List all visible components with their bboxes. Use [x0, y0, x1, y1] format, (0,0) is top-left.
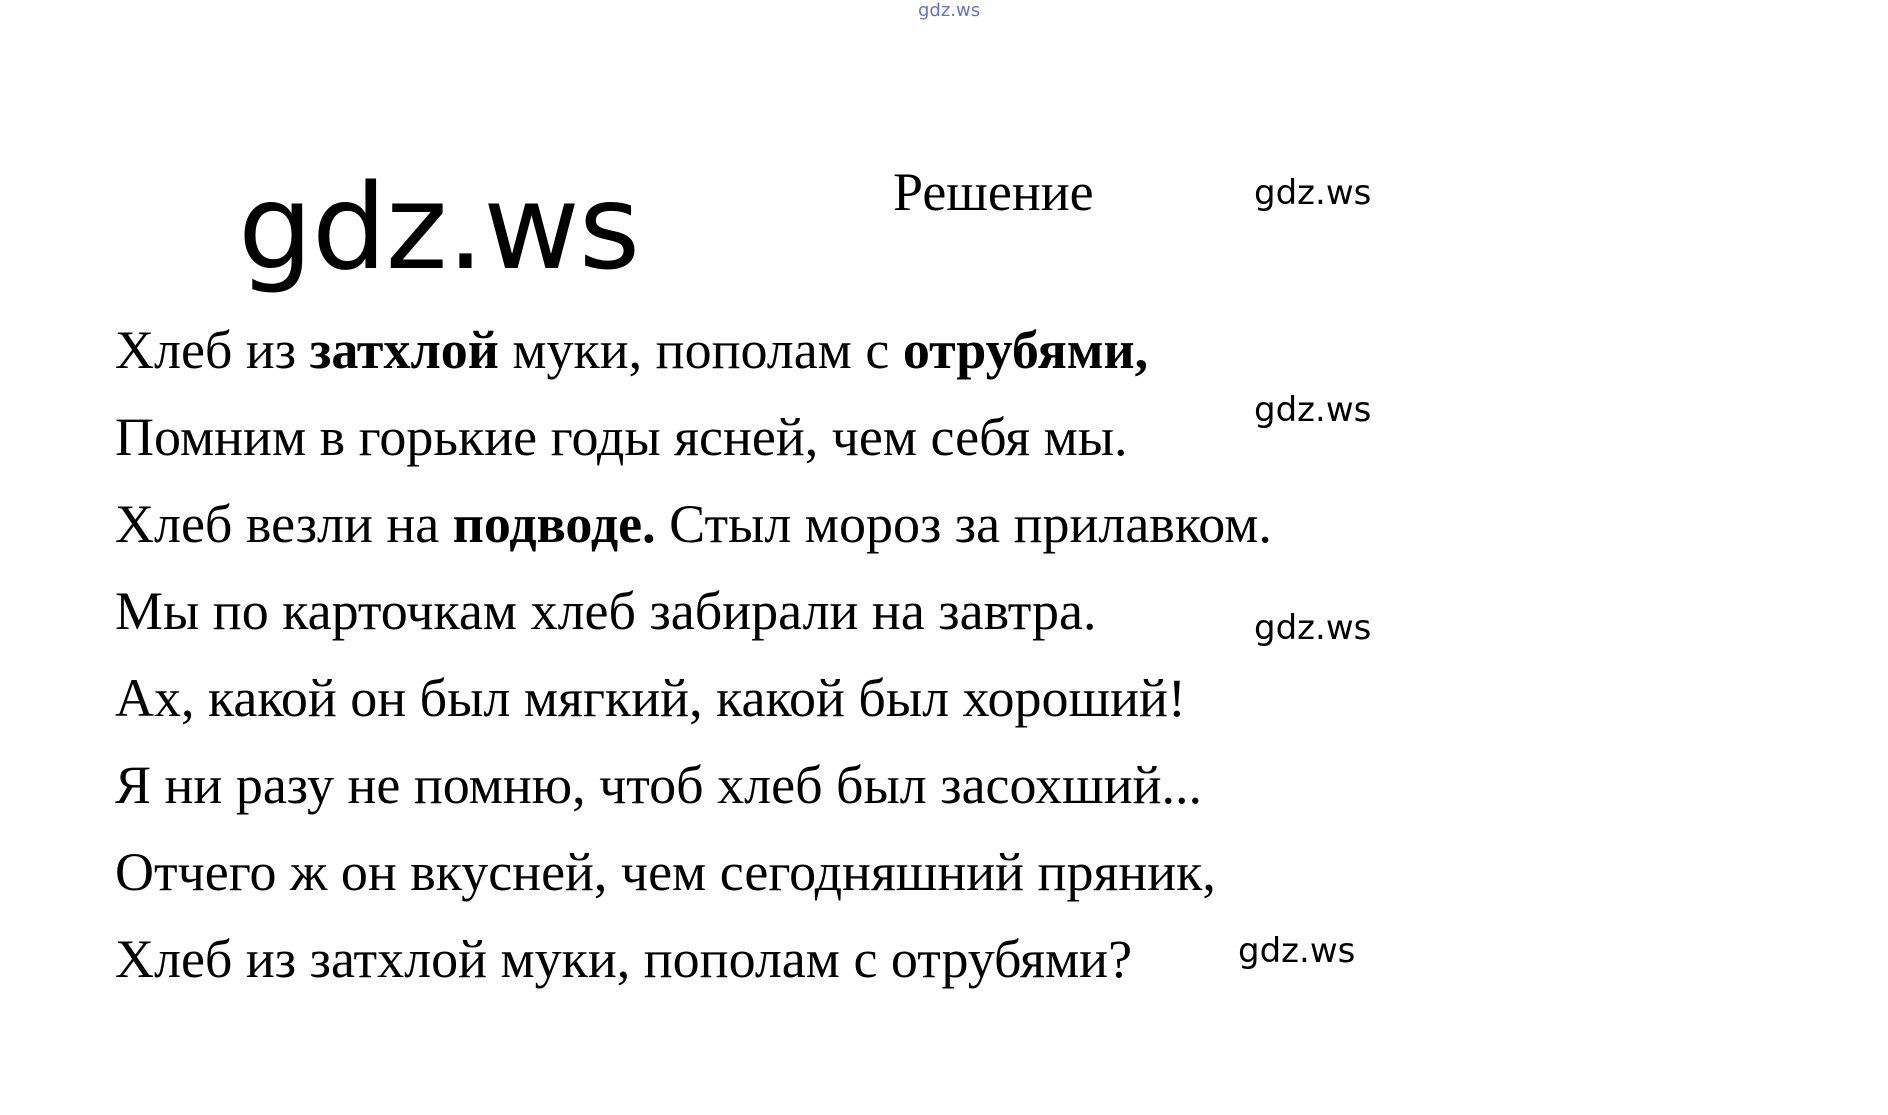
poem-text: Хлеб из — [115, 320, 310, 380]
watermark-top: gdz.ws — [918, 0, 981, 21]
poem-bold-word: затхлой — [309, 320, 499, 380]
page-title: Решение — [893, 162, 1094, 222]
watermark-small: gdz.ws — [1254, 173, 1372, 213]
poem-text: муки, пополам с — [498, 320, 903, 380]
poem-text: Хлеб везли на — [115, 494, 453, 554]
watermark-small: gdz.ws — [1254, 608, 1372, 648]
poem-line: Мы по карточкам хлеб забирали на завтра. — [115, 581, 1097, 641]
poem-line — [115, 307, 1272, 394]
watermark-logo: gdz.ws — [238, 158, 640, 296]
poem-line: Помним в горькие годы ясней, чем себя мы. — [115, 407, 1128, 467]
poem-text: Стыл мороз за прилавком. — [655, 494, 1272, 554]
poem-line: Хлеб из затхлой муки, пополам с отрубями? — [115, 929, 1133, 989]
poem-bold-word: подводе. — [452, 494, 656, 554]
poem-line — [115, 481, 1272, 568]
poem — [115, 307, 1272, 1003]
poem-line: Отчего ж он вкусней, чем сегодняшний пряник, — [115, 842, 1216, 902]
poem-line: Ах, какой он был мягкий, какой был хороший! — [115, 668, 1186, 728]
watermark-small: gdz.ws — [1254, 390, 1372, 430]
poem-line: Я ни разу не помню, чтоб хлеб был засохший... — [115, 755, 1203, 815]
poem-bold-word: отрубями, — [902, 320, 1149, 380]
watermark-small: gdz.ws — [1238, 931, 1356, 971]
